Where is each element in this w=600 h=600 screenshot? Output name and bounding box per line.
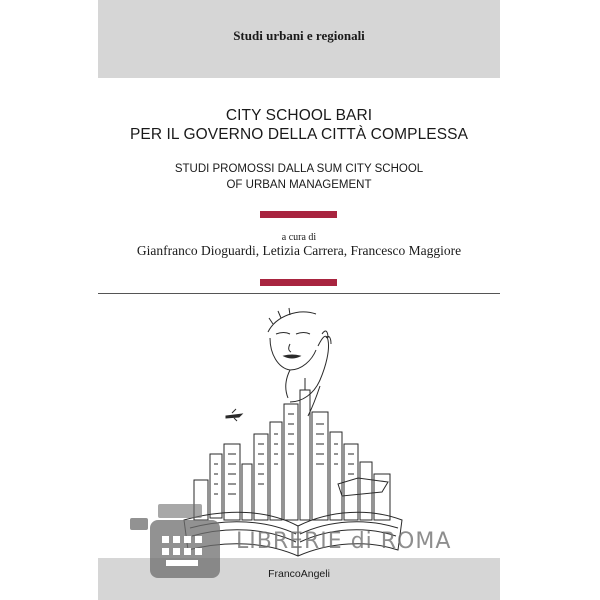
editors-names: Gianfranco Dioguardi, Letizia Carrera, Francesco Maggiore (136, 243, 462, 258)
skyline-drawing (194, 378, 390, 520)
accent-bar-bottom (260, 279, 337, 286)
book-subtitle (98, 161, 500, 193)
subtitle-line-1: STUDI PROMOSSI DALLA SUM CITY SCHOOL (174, 163, 424, 175)
watermark-text: LIBRERIE di ROMA (236, 529, 452, 554)
series-band (98, 0, 500, 78)
accent-bar-top (260, 211, 337, 218)
title-line-1: CITY SCHOOL BARI (225, 107, 373, 124)
watermark-overlay (128, 500, 473, 580)
airplane-drawing (226, 409, 242, 421)
subtitle-line-2: OF URBAN MANAGEMENT (226, 179, 372, 191)
publisher-name: FrancoAngeli (268, 568, 330, 580)
series-name: Studi urbani e regionali (233, 28, 365, 43)
curated-by-label: a cura di (281, 232, 317, 243)
title-line-2: PER IL GOVERNO DELLA CITTÀ COMPLESSA (129, 126, 469, 143)
typewriter-icon (128, 500, 228, 580)
book-title (98, 106, 500, 144)
